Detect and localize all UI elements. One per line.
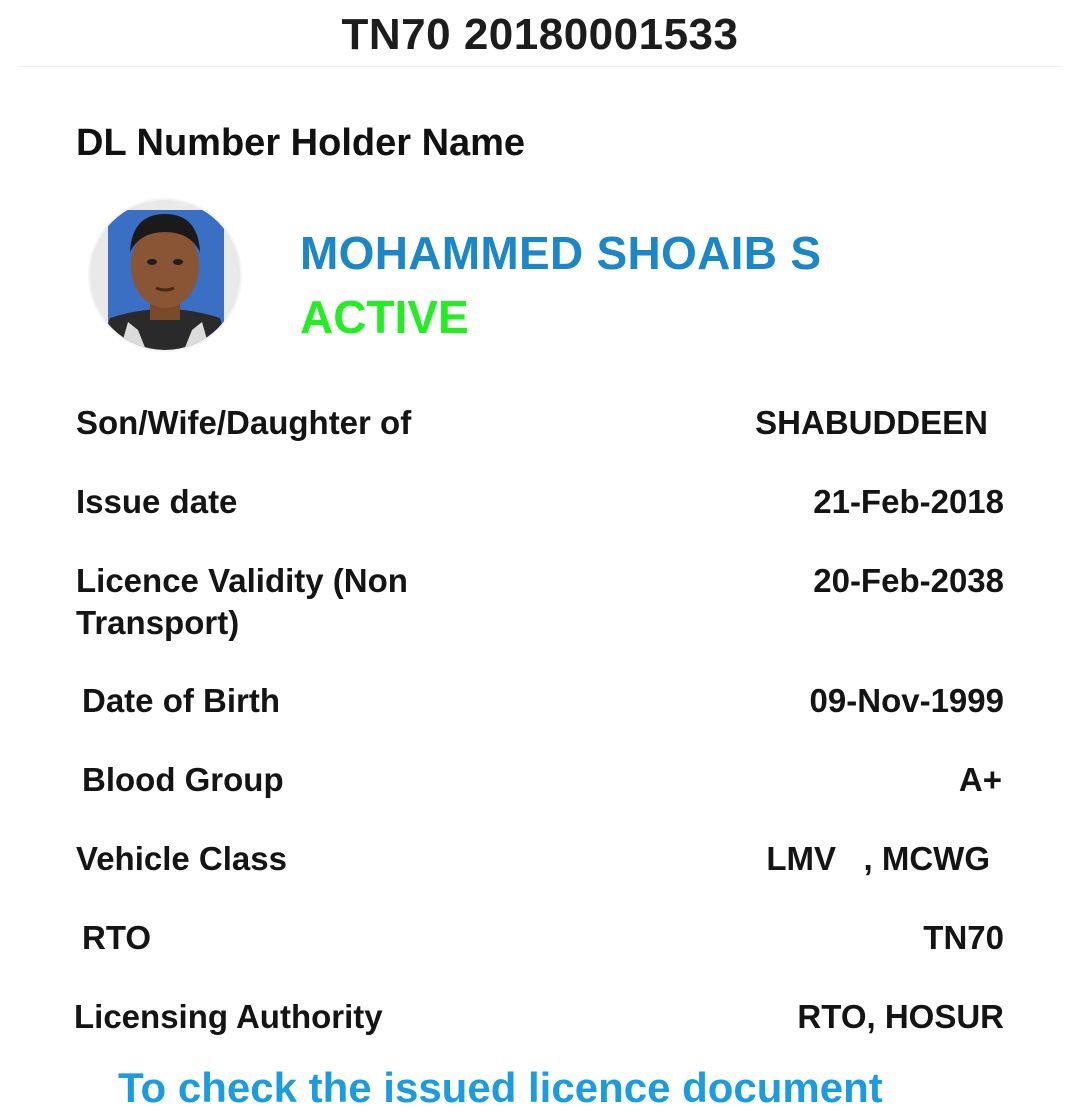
person-photo-icon — [90, 200, 240, 350]
relation-label: Son/Wife/Daughter of — [76, 404, 412, 441]
licensing-authority-label: Licensing Authority — [74, 998, 383, 1035]
rto-value: TN70 — [923, 919, 1004, 956]
holder-section-heading: DL Number Holder Name — [76, 122, 526, 164]
licence-validity-label: Licence Validity (Non Transport) — [76, 562, 408, 641]
check-licence-document-link[interactable]: To check the issued licence document — [118, 1064, 883, 1111]
issue-date-label: Issue date — [76, 483, 238, 520]
licensing-authority-value: RTO, HOSUR — [797, 998, 1004, 1035]
blood-group-value: A+ — [958, 761, 1002, 798]
issue-date-value: 21-Feb-2018 — [813, 483, 1004, 520]
licence-validity-value: 20-Feb-2038 — [813, 562, 1004, 599]
license-status-badge: ACTIVE — [300, 291, 469, 343]
title-bar — [0, 0, 1080, 70]
vehicle-class-label: Vehicle Class — [76, 840, 287, 877]
holder-name: MOHAMMED SHOAIB S — [300, 227, 822, 279]
date-of-birth-label: Date of Birth — [82, 682, 280, 719]
dl-number-title: TN70 20180001533 — [341, 10, 739, 59]
holder-photo-avatar — [90, 200, 240, 350]
relation-value: SHABUDDEEN — [755, 404, 988, 441]
date-of-birth-value: 09-Nov-1999 — [809, 682, 1004, 719]
vehicle-class-value: LMV , MCWG — [766, 840, 990, 877]
rto-label: RTO — [82, 919, 152, 956]
blood-group-label: Blood Group — [82, 761, 284, 798]
